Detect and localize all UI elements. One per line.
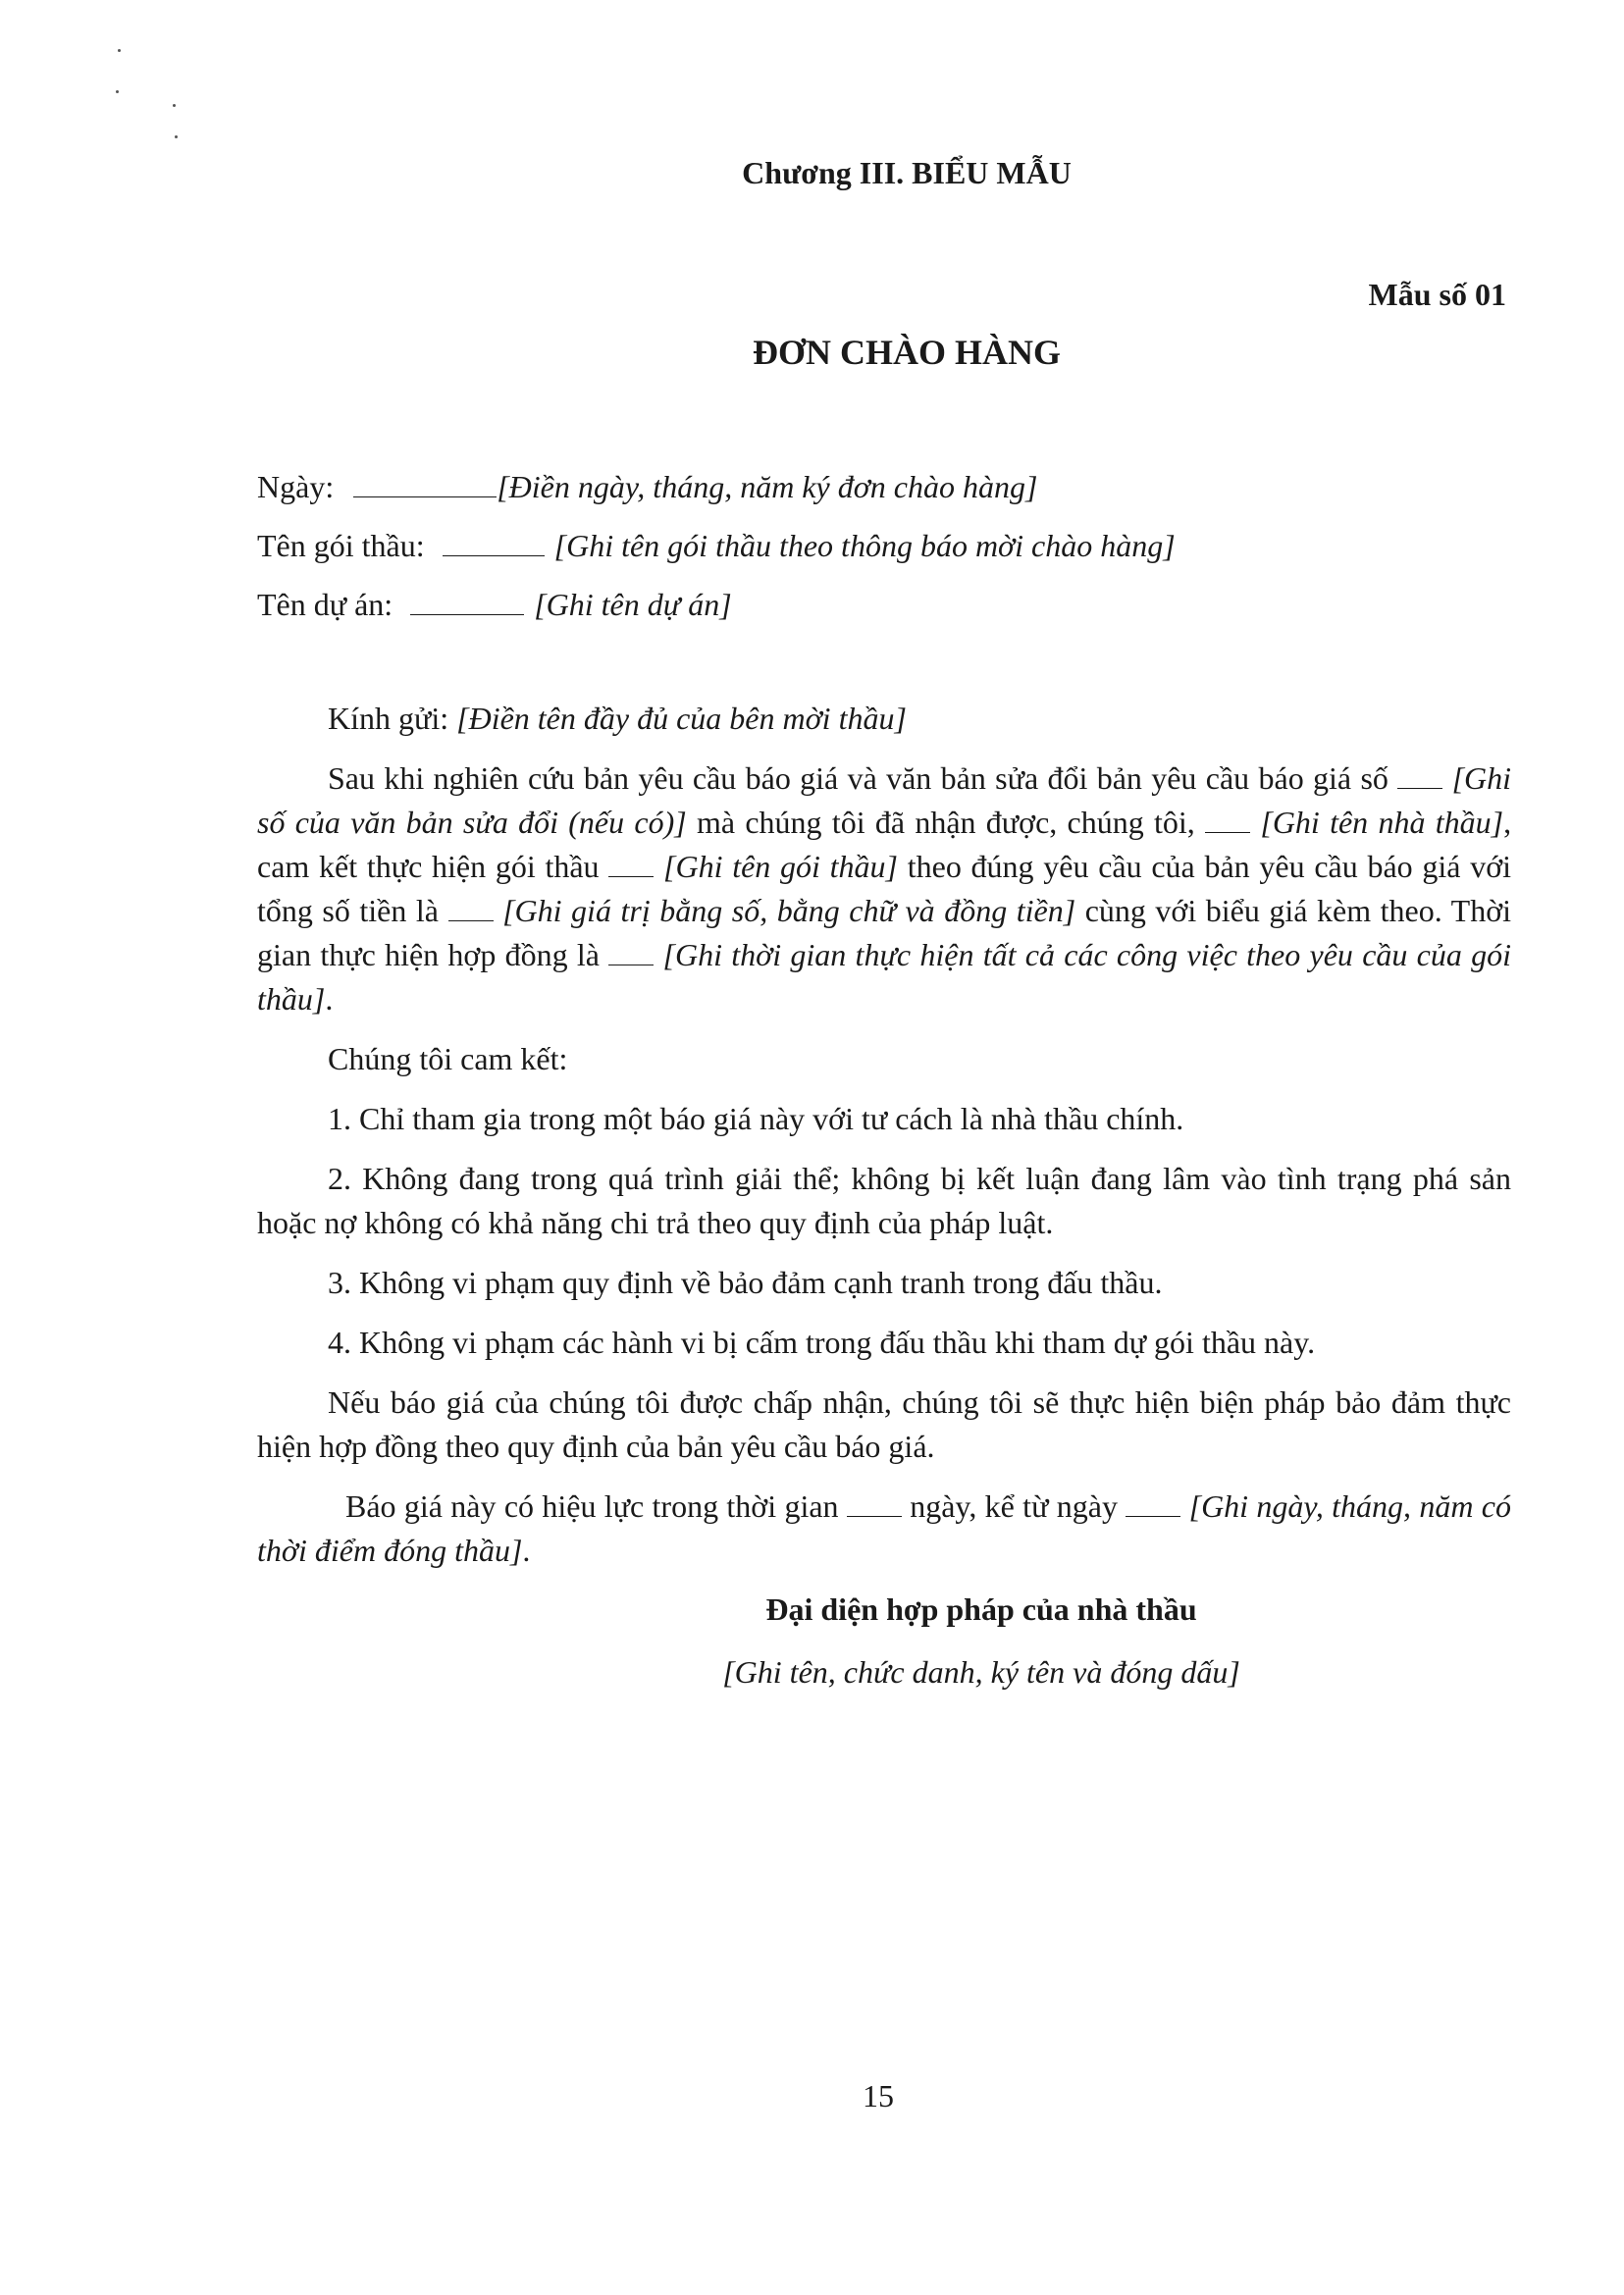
validity-text-1: Báo giá này có hiệu lực trong thời gian bbox=[345, 1488, 839, 1524]
intro-blank-1 bbox=[1397, 764, 1442, 789]
package-row bbox=[257, 516, 1176, 575]
addressee-label: Kính gửi: bbox=[328, 701, 449, 736]
document-title: ĐƠN CHÀO HÀNG bbox=[753, 333, 1061, 372]
addressee-placeholder: [Điền tên đầy đủ của bên mời thầu] bbox=[456, 701, 907, 736]
intro-placeholder-4: [Ghi giá trị bằng số, bằng chữ và đồng tiền] bbox=[502, 893, 1076, 928]
intro-placeholder-2: [Ghi tên nhà thầu] bbox=[1260, 805, 1504, 840]
scan-speck bbox=[173, 104, 176, 107]
page-number: 15 bbox=[863, 2078, 894, 2113]
validity-placeholder: [Ghi ngày, tháng, năm có thời điểm đóng thầu] bbox=[257, 1488, 1512, 1568]
scan-speck bbox=[116, 90, 119, 93]
validity-text-2: ngày, kể từ ngày bbox=[910, 1488, 1118, 1524]
validity-blank-2 bbox=[1126, 1492, 1180, 1517]
commitment-item: 4. Không vi phạm các hành vi bị cấm trong đấu thầu khi tham dự gói thầu này. bbox=[328, 1325, 1316, 1360]
validity-blank-1 bbox=[847, 1492, 902, 1517]
intro-text-6: . bbox=[325, 981, 334, 1017]
project-label: Tên dự án: bbox=[257, 587, 393, 622]
package-blank bbox=[443, 532, 545, 556]
intro-placeholder-5: [Ghi thời gian thực hiện tất cả các công việc theo yêu cầu của gói thầu] bbox=[257, 937, 1512, 1017]
project-blank bbox=[410, 591, 524, 615]
commitment-item: 3. Không vi phạm quy định về bảo đảm cạnh tranh trong đấu thầu. bbox=[328, 1265, 1163, 1300]
commitment-item: 1. Chỉ tham gia trong một báo giá này với tư cách là nhà thầu chính. bbox=[328, 1101, 1184, 1136]
addressee-line bbox=[257, 697, 1511, 741]
signature-block bbox=[628, 1588, 1335, 1694]
project-placeholder: [Ghi tên dự án] bbox=[534, 587, 732, 622]
project-row bbox=[257, 575, 1176, 634]
intro-text-4: theo đúng yêu cầu của bản yêu cầu báo giá với tổng số tiền là bbox=[257, 849, 1512, 928]
validity-text-3: . bbox=[522, 1533, 531, 1568]
intro-text-1: Sau khi nghiên cứu bản yêu cầu báo giá và văn bản sửa đổi bản yêu cầu báo giá số bbox=[328, 760, 1388, 796]
intro-blank-4 bbox=[448, 897, 494, 921]
intro-placeholder-1: [Ghi số của văn bản sửa đổi (nếu có)] bbox=[257, 760, 1512, 840]
date-placeholder: [Điền ngày, tháng, năm ký đơn chào hàng] bbox=[497, 469, 1038, 504]
intro-blank-3 bbox=[608, 853, 654, 877]
signature-title: Đại diện hợp pháp của nhà thầu bbox=[765, 1591, 1197, 1627]
intro-text-2: mà chúng tôi đã nhận được, chúng tôi, bbox=[696, 805, 1195, 840]
signature-note: [Ghi tên, chức danh, ký tên và đóng dấu] bbox=[722, 1654, 1240, 1690]
intro-text-3: , cam kết thực hiện gói thầu bbox=[257, 805, 1512, 884]
scan-speck bbox=[175, 135, 178, 138]
header-fields bbox=[257, 457, 1176, 634]
intro-blank-5 bbox=[608, 941, 654, 965]
intro-blank-2 bbox=[1205, 808, 1250, 833]
package-label: Tên gói thầu: bbox=[257, 528, 425, 563]
date-row bbox=[257, 457, 1176, 516]
scan-speck bbox=[118, 49, 121, 52]
acceptance-paragraph: Nếu báo giá của chúng tôi được chấp nhận, chúng tôi sẽ thực hiện biện pháp bảo đảm thực hiện hợp đồng theo quy định của bản yêu cầu báo giá. bbox=[257, 1384, 1511, 1464]
intro-text-5: cùng với biểu giá kèm theo. Thời gian thực hiện hợp đồng là bbox=[257, 893, 1512, 972]
form-number: Mẫu số 01 bbox=[1368, 277, 1506, 312]
commitments-heading: Chúng tôi cam kết: bbox=[328, 1041, 568, 1076]
intro-placeholder-3: [Ghi tên gói thầu] bbox=[663, 849, 898, 884]
validity-paragraph bbox=[257, 1485, 1511, 1573]
chapter-heading: Chương III. BIỂU MẪU bbox=[742, 155, 1072, 190]
date-label: Ngày: bbox=[257, 469, 335, 504]
intro-paragraph bbox=[257, 756, 1511, 1021]
letter-body bbox=[257, 697, 1511, 1589]
package-placeholder: [Ghi tên gói thầu theo thông báo mời chào hàng] bbox=[553, 528, 1176, 563]
commitment-item: 2. Không đang trong quá trình giải thể; không bị kết luận đang lâm vào tình trạng phá sản hoặc nợ không có khả năng chi trả theo quy định của pháp luật. bbox=[257, 1161, 1511, 1240]
date-blank bbox=[353, 473, 497, 497]
